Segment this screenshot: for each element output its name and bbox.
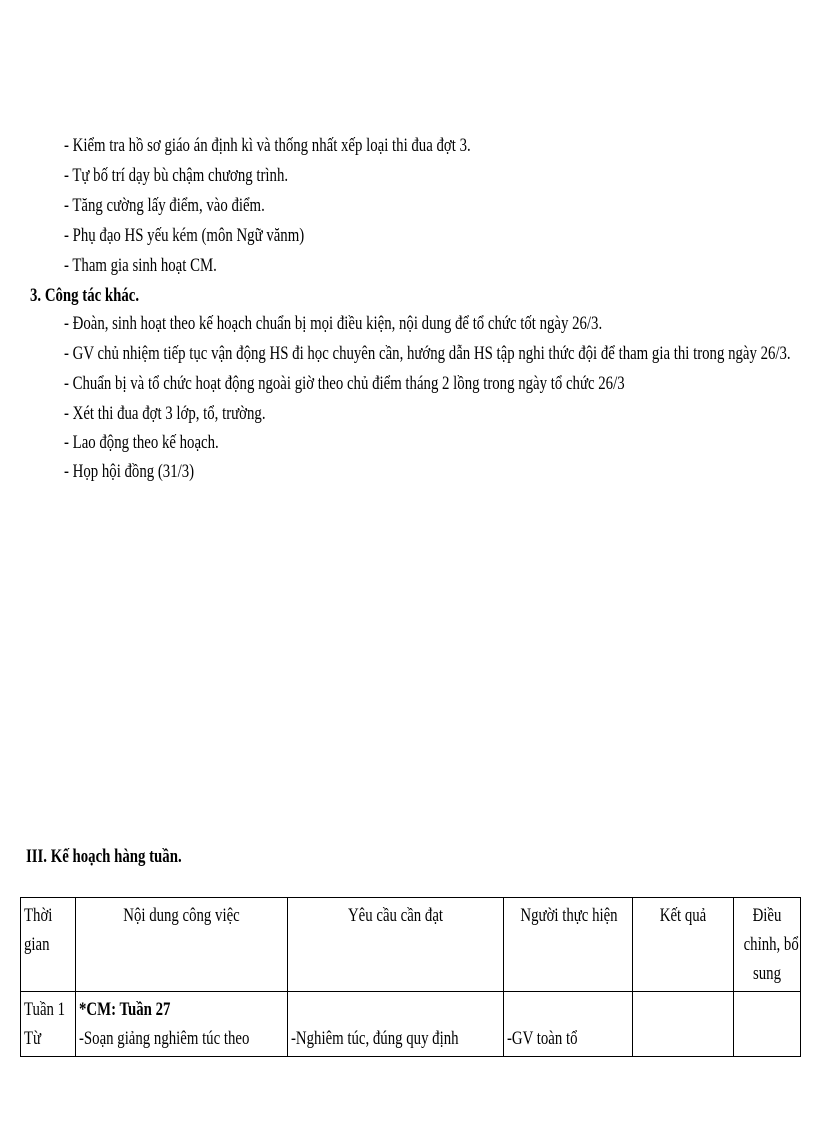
- header-result: Kết quả: [633, 898, 734, 992]
- table-header-row: [21, 898, 801, 992]
- task-item: - Kiểm tra hồ sơ giáo án định kì và thống nhất xếp loại thi đua đợt 3.: [64, 135, 471, 156]
- section-heading: III. Kế hoạch hàng tuần.: [26, 846, 182, 867]
- header-time: Thời gian: [21, 898, 76, 992]
- table-row: [21, 992, 801, 1057]
- header-adjust: Điều chỉnh, bổ sung: [734, 898, 801, 992]
- header-content: Nội dung công việc: [76, 898, 288, 992]
- task-item: - Họp hội đồng (31/3): [64, 461, 195, 482]
- weekly-plan-table: [20, 897, 801, 1057]
- task-item: - Tự bố trí dạy bù chậm chương trình.: [64, 165, 289, 186]
- task-item: - Đoàn, sinh hoạt theo kế hoạch chuẩn bị mọi điều kiện, nội dung để tổ chức tốt ngày 26/3.: [64, 313, 603, 334]
- task-item: - Chuẩn bị và tổ chức hoạt động ngoài giờ theo chủ điểm tháng 2 lồng trong ngày tổ chức 26/3: [64, 373, 625, 394]
- task-item: - Tăng cường lấy điểm, vào điểm.: [64, 195, 265, 216]
- task-item: - Tham gia sinh hoạt CM.: [64, 255, 217, 276]
- header-requirement: Yêu cầu cần đạt: [288, 898, 504, 992]
- cell-content: *CM: Tuần 27 -Soạn giảng nghiêm túc theo: [76, 992, 288, 1057]
- header-person: Người thực hiện: [504, 898, 633, 992]
- task-item: - Phụ đạo HS yếu kém (môn Ngữ vănm): [64, 225, 305, 246]
- task-item: - Xét thi đua đợt 3 lớp, tổ, trường.: [64, 403, 266, 424]
- cell-person: -GV toàn tổ: [504, 992, 633, 1057]
- cell-requirement: -Nghiêm túc, đúng quy định: [288, 992, 504, 1057]
- task-item: - GV chủ nhiệm tiếp tục vận động HS đi học chuyên cần, hướng dẫn HS tập nghi thức đội để tham gia thi trong ngày 26/3.: [64, 343, 791, 364]
- cell-time: Tuần 1 Từ: [21, 992, 76, 1057]
- section-heading: 3. Công tác khác.: [30, 285, 140, 306]
- cell-adjust: [734, 992, 801, 1057]
- cell-result: [633, 992, 734, 1057]
- task-item: - Lao động theo kế hoạch.: [64, 432, 219, 453]
